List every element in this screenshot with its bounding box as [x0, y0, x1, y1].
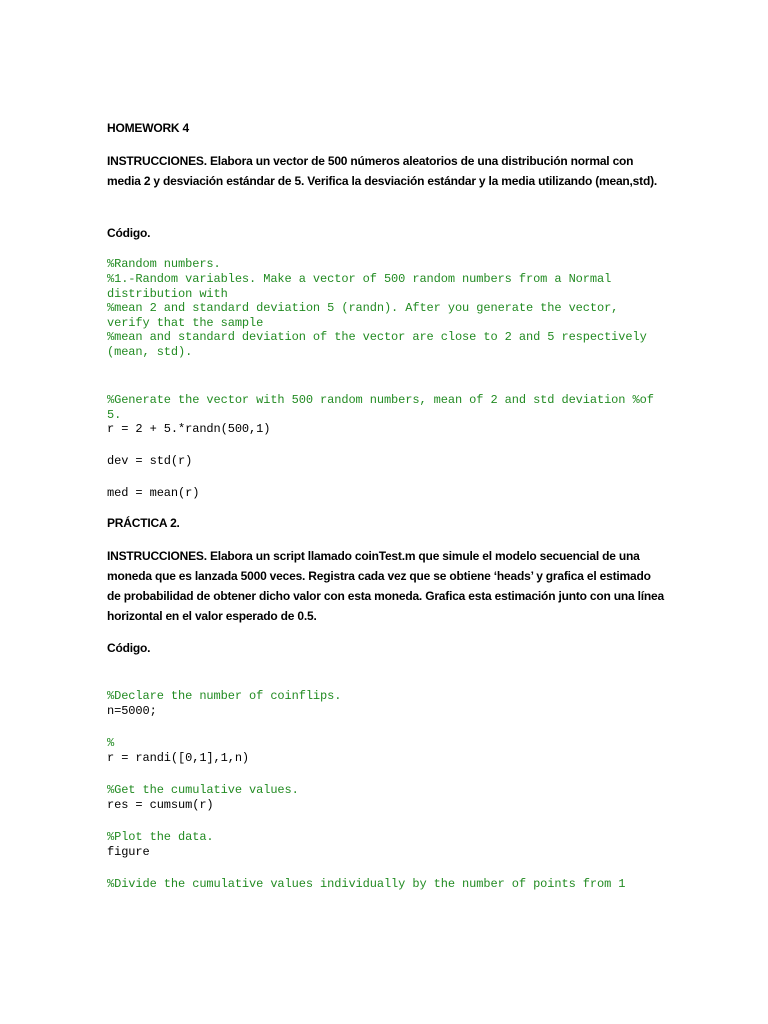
code-comment-declare-coinflips: %Declare the number of coinflips.: [107, 689, 342, 703]
practice-instructions: INSTRUCCIONES. Elabora un script llamado coinTest.m que simule el modelo secuencial de una moneda que es lanzada 5000 veces. Registra cada vez que se obtiene ‘heads’ y grafica el estimado de probabilidad de obtener dicho valor con esta moneda. Grafica esta estimación junto con una línea horizontal en el valor esperado de 0.5.: [107, 549, 664, 623]
code-comment-task-line-2: %mean 2 and standard deviation 5 (randn). After you generate the vector, verify that the sample: [107, 301, 626, 330]
code-comment-plot: %Plot the data.: [107, 830, 214, 844]
code-line-n: n=5000;: [107, 704, 157, 718]
code-line-figure: figure: [107, 845, 150, 859]
code-comment-generate-vector: %Generate the vector with 500 random numbers, mean of 2 and std deviation %of 5.: [107, 393, 661, 422]
code-comment-task-line-1: %1.-Random variables. Make a vector of 500 random numbers from a Normal distribution with: [107, 272, 619, 301]
homework-title: HOMEWORK 4: [107, 121, 190, 135]
code-comment-divide: %Divide the cumulative values individually by the number of points from 1: [107, 877, 626, 891]
code-comment-task-line-3: %mean and standard deviation of the vector are close to 2 and 5 respectively (mean, std).: [107, 330, 654, 359]
code-comment-empty: %: [107, 736, 115, 750]
code-comment-random-numbers: %Random numbers.: [107, 257, 221, 271]
code-line-cumsum: res = cumsum(r): [107, 798, 214, 812]
code-line-randi: r = randi([0,1],1,n): [107, 751, 250, 765]
code-comment-cumulative: %Get the cumulative values.: [107, 783, 299, 797]
practice-title: PRÁCTICA 2.: [107, 516, 180, 530]
code-line-randn: r = 2 + 5.*randn(500,1): [107, 422, 271, 436]
homework-code-label: Código.: [107, 226, 151, 240]
practice-code-label: Código.: [107, 641, 151, 655]
homework-instructions: INSTRUCCIONES. Elabora un vector de 500 números aleatorios de una distribución normal con media 2 y desviación estándar de 5. Verifica la desviación estándar y la media utilizando (mean,std).: [107, 154, 658, 188]
code-line-mean: med = mean(r): [107, 486, 200, 500]
code-line-std: dev = std(r): [107, 454, 193, 468]
